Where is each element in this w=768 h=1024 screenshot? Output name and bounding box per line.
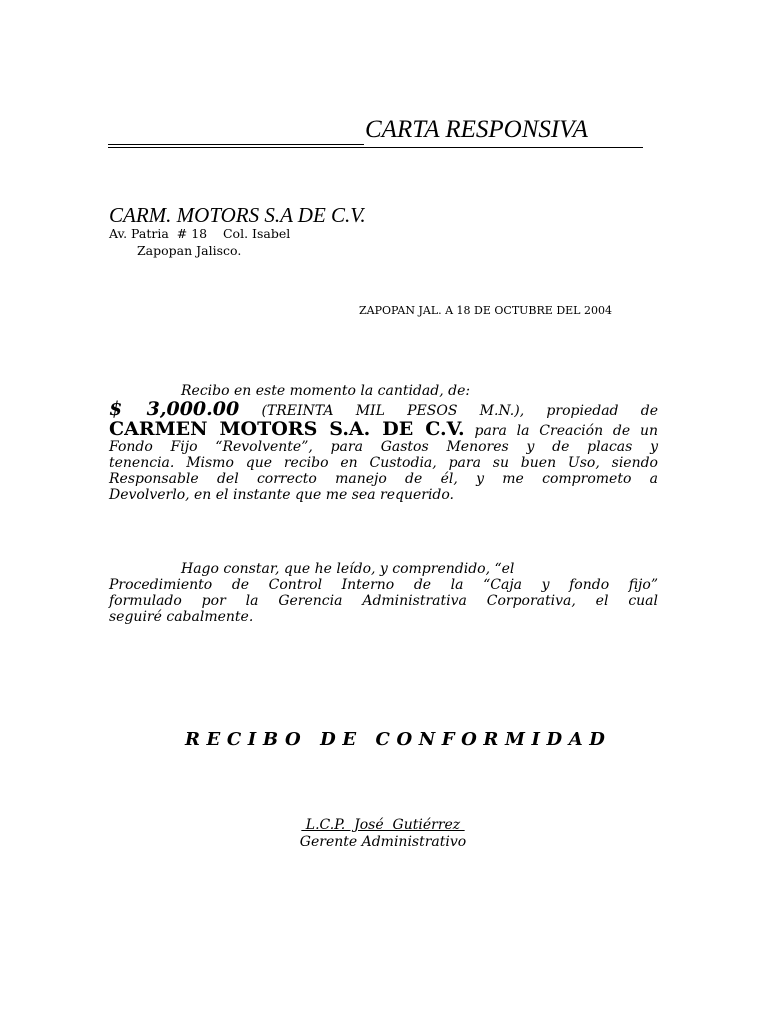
paragraph-line: Hago constar, que he leído, y comprendido, “el (181, 561, 515, 577)
company-name: CARM. MOTORS S.A DE C.V. (109, 203, 366, 227)
amount: $ 3,000.00 (109, 398, 240, 420)
company-full-name: CARMEN MOTORS S.A. DE C.V. (109, 418, 465, 440)
paragraph-line: tenencia. Mismo que recibo en Custodia, para su buen Uso, siendo (109, 455, 658, 471)
paragraph-line: Recibo en este momento la cantidad, de: (181, 383, 471, 399)
paragraph-line-company (109, 419, 658, 439)
paragraph-acknowledgement (109, 561, 658, 625)
title-row (108, 114, 668, 148)
address-line-1: Av. Patria # 18 Col. Isabel (109, 226, 291, 241)
paragraph-line: formulado por la Gerencia Administrativa Corporativa, el cual (109, 593, 658, 609)
signatory-title: Gerente Administrativo (299, 834, 467, 850)
amount-words: (TREINTA MIL PESOS M.N.), propiedad de (261, 403, 658, 419)
conformidad-heading: RECIBO DE CONFORMIDAD (185, 729, 612, 750)
paragraph-line: Devolverlo, en el instante que me sea requerido. (109, 487, 455, 503)
paragraph-line-amount (109, 399, 658, 419)
address-line-2: Zapopan Jalisco. (137, 243, 242, 258)
paragraph-receipt (109, 383, 658, 503)
paragraph-line: Fondo Fijo “Revolvente”, para Gastos Menores y de placas y (109, 439, 658, 455)
paragraph-line: Procedimiento de Control Interno de la “Caja y fondo fijo” (109, 577, 658, 593)
paragraph-text: para la Creación de un (474, 423, 658, 439)
paragraph-line: Responsable del correcto manejo de él, y me comprometo a (109, 471, 658, 487)
paragraph-line: seguiré cabalmente. (109, 609, 254, 625)
signatory-name: L.C.P. José Gutiérrez (301, 817, 465, 833)
document-title: CARTA RESPONSIVA (365, 116, 588, 143)
title-underline (108, 147, 643, 148)
title-underline-blank (108, 144, 364, 145)
date-line: ZAPOPAN JAL. A 18 DE OCTUBRE DEL 2004 (359, 304, 612, 317)
